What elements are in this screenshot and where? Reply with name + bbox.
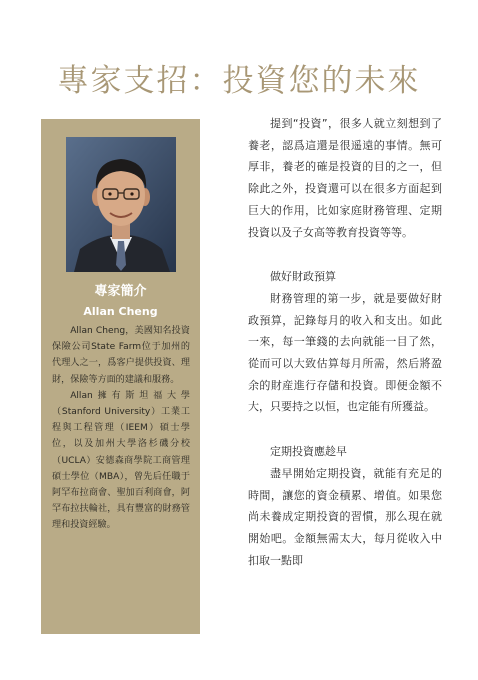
bio-paragraph: Allan擁有斯坦福大學（Stanford University）工業工程與工程管理（IEEM）碩士學位，以及加州大學洛杉磯分校（UCLA）安德森商學院工商管理碩士學位（MBA），曾先后任職于阿罕布拉商會、聖加百利商會，阿罕布拉扶輪社，具有豐富的財務管理和投資經驗。 — [52, 390, 190, 531]
article-body — [248, 113, 442, 571]
expert-name: Allan Cheng — [83, 305, 158, 318]
expert-portrait — [66, 137, 176, 272]
section-heading-regular-investment: 定期投資應趁早 — [270, 445, 347, 459]
bio-paragraph: Allan Cheng，美國知名投資保險公司State Farm位于加州的代理人之一，爲客户提供投資、理財，保險等方面的建議和服務。 — [52, 326, 190, 385]
section-body-budget: 財務管理的第一步，就是要做好財政預算，記錄每月的收入和支出。如此一來，每一筆錢的去向就能一目了然，從而可以大致估算每月所需，然后將盈余的財産進行存儲和投資。即便金額不大，只要持之以恒，也定能有所獲益。 — [248, 291, 442, 414]
section-heading-budget: 做好財政預算 — [270, 270, 336, 284]
profile-heading: 專家簡介 — [94, 284, 147, 299]
expert-bio — [52, 323, 190, 534]
section-body-regular-investment: 盡早開始定期投資，就能有充足的時間，讓您的資金積累、增值。如果您尚未養成定期投資的習慣，那么現在就開始吧。金額無需太大，每月從收入中扣取一點即 — [248, 466, 442, 567]
intro-paragraph: 提到“投資”，很多人就立刻想到了養老，認爲這還是很遥遠的事情。無可厚非，養老的確是投資的目的之一，但除此之外，投資還可以在很多方面起到巨大的作用，比如家庭財務管理、定期投資以及子女高等教育投資等等。 — [248, 117, 442, 239]
expert-profile-sidebar — [41, 119, 200, 634]
page-title: 專家支招：投資您的未來 — [57, 62, 421, 99]
